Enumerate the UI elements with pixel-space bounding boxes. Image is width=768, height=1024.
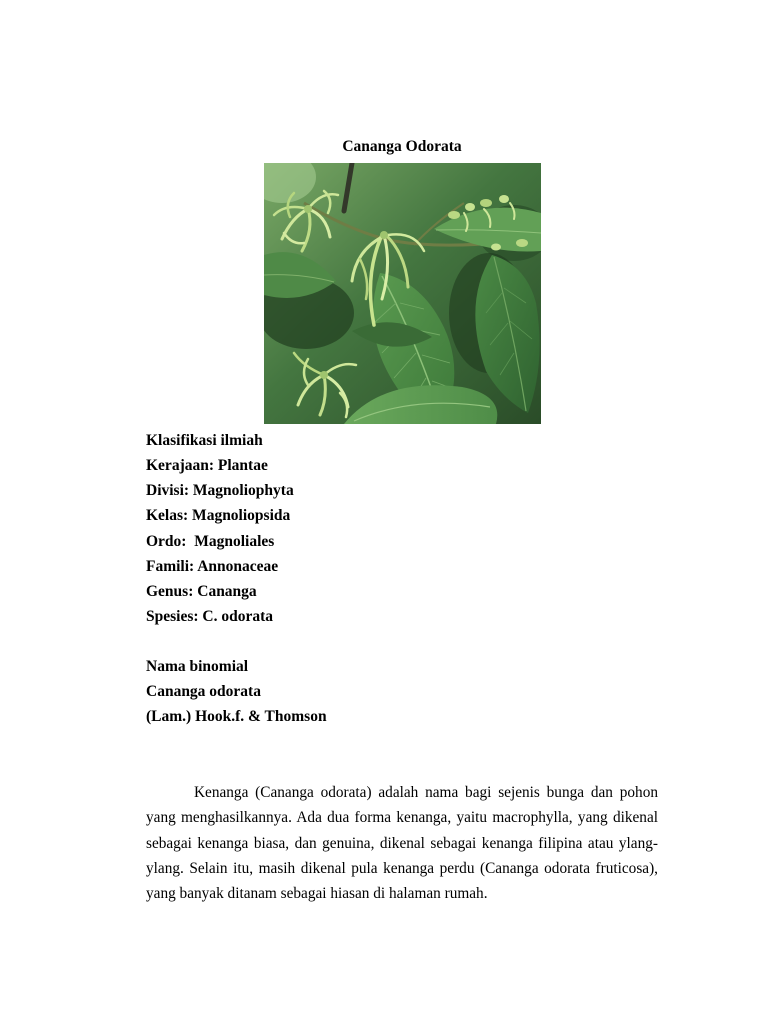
paragraph-line: ylang. Selain itu, masih dikenal pula kenanga perdu (Cananga odorata fruticosa),	[146, 859, 658, 877]
page-title: Cananga Odorata	[342, 138, 462, 155]
classification-class: Kelas: Magnoliopsida	[146, 507, 291, 525]
paragraph-line: Kenanga (Cananga odorata) adalah nama bagi sejenis bunga dan pohon	[194, 784, 658, 801]
classification-species: Spesies: C. odorata	[146, 608, 274, 626]
description-paragraph	[146, 780, 658, 906]
classification-genus: Genus: Cananga	[146, 582, 257, 600]
paragraph-line: yang banyak ditanam sebagai hiasan di halaman rumah.	[146, 885, 488, 902]
classification-order: Ordo: Magnoliales	[146, 532, 275, 550]
binomial-authority: (Lam.) Hook.f. & Thomson	[146, 708, 327, 726]
paragraph-line: yang menghasilkannya. Ada dua forma kenanga, yaitu macrophylla, yang dikenal	[146, 809, 658, 827]
binomial-heading: Nama binomial	[146, 658, 249, 675]
classification-heading: Klasifikasi ilmiah	[146, 432, 263, 449]
plant-photo	[264, 163, 541, 424]
paragraph-line: sebagai kenanga biasa, dan genuina, dikenal sebagai kenanga filipina atau ylang-	[146, 834, 658, 852]
plant-photo-drawing	[264, 163, 541, 424]
binomial-section	[146, 654, 658, 729]
classification-kingdom: Kerajaan: Plantae	[146, 457, 268, 475]
classification-division: Divisi: Magnoliophyta	[146, 482, 294, 500]
binomial-name: Cananga odorata	[146, 683, 261, 701]
classification-family: Famili: Annonaceae	[146, 557, 279, 575]
classification-section	[146, 428, 658, 629]
